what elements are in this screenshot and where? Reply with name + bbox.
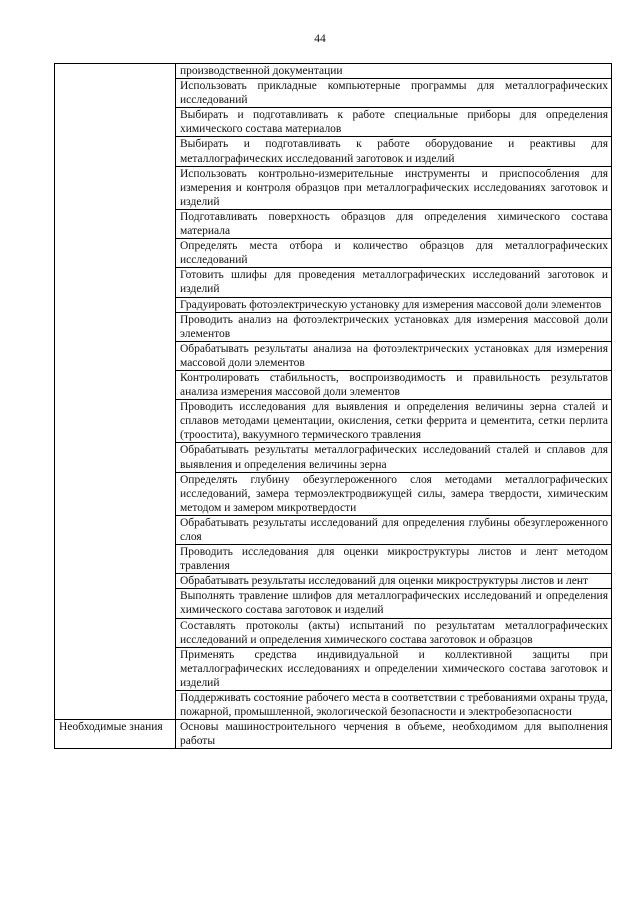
- page-number: 44: [314, 33, 326, 45]
- skill-item: Определять места отбора и количество образцов для металлографических исследований: [176, 239, 612, 268]
- skill-item: Выбирать и подготавливать к работе специальные приборы для определения химического состава материалов: [176, 108, 612, 137]
- skill-item: Использовать прикладные компьютерные программы для металлографических исследований: [176, 79, 612, 108]
- skill-item: Проводить исследования для оценки микроструктуры листов и лент методом травления: [176, 545, 612, 574]
- skill-item: Подготавливать поверхность образцов для определения химического состава материала: [176, 209, 612, 238]
- skill-item: Выбирать и подготавливать к работе оборудование и реактивы для металлографических исследований заготовок и изделий: [176, 137, 612, 166]
- skills-row-continuation: [55, 64, 612, 79]
- skill-item: Составлять протоколы (акты) испытаний по результатам металлографических исследований и определения химического состава заготовок и образцов: [176, 618, 612, 647]
- skill-item: Градуировать фотоэлектрическую установку для измерения массовой доли элементов: [176, 297, 612, 312]
- skill-item: Готовить шлифы для проведения металлографических исследований заготовок и изделий: [176, 268, 612, 297]
- skill-item: Обрабатывать результаты исследований для оценки микроструктуры листов и лент: [176, 574, 612, 589]
- skill-item: Поддерживать состояние рабочего места в соответствии с требованиями охраны труда, пожарной, промышленной, экологической безопасности и электробезопасности: [176, 691, 612, 720]
- competency-table: [54, 63, 612, 749]
- knowledge-item: Основы машиностроительного черчения в объеме, необходимом для выполнения работы: [176, 720, 612, 749]
- skill-item: Использовать контрольно-измерительные инструменты и приспособления для измерения и контроля образцов при металлографических исследованиях заготовок и изделий: [176, 166, 612, 209]
- skills-label-cell: [55, 64, 176, 720]
- skill-item: Обрабатывать результаты исследований для определения глубины обезуглероженного слоя: [176, 515, 612, 544]
- skill-item: Выполнять травление шлифов для металлографических исследований и определения химического состава заготовок и изделий: [176, 589, 612, 618]
- knowledge-label: Необходимые знания: [55, 720, 176, 749]
- skill-item: производственной документации: [176, 64, 612, 79]
- skill-item: Проводить исследования для выявления и определения величины зерна сталей и сплавов методами цементации, окисления, сетки феррита и цементита, сетки перлита (троостита), вакуумного термического травления: [176, 400, 612, 443]
- skill-item: Обрабатывать результаты металлографических исследований сталей и сплавов для выявления и определения величины зерна: [176, 443, 612, 472]
- skill-item: Применять средства индивидуальной и коллективной защиты при металлографических исследованиях и определении химического состава заготовок и изделий: [176, 647, 612, 690]
- skill-item: Обрабатывать результаты анализа на фотоэлектрических установках для измерения массовой доли элементов: [176, 341, 612, 370]
- skill-item: Определять глубину обезуглероженного слоя методами металлографических исследований, замера термоэлектродвижущей силы, замера твердости, химическим методом и замером микротвердости: [176, 472, 612, 515]
- skill-item: Контролировать стабильность, воспроизводимость и правильность результатов анализа измерения массовой доли элементов: [176, 370, 612, 399]
- knowledge-row: [55, 720, 612, 749]
- skill-item: Проводить анализ на фотоэлектрических установках для измерения массовой доли элементов: [176, 312, 612, 341]
